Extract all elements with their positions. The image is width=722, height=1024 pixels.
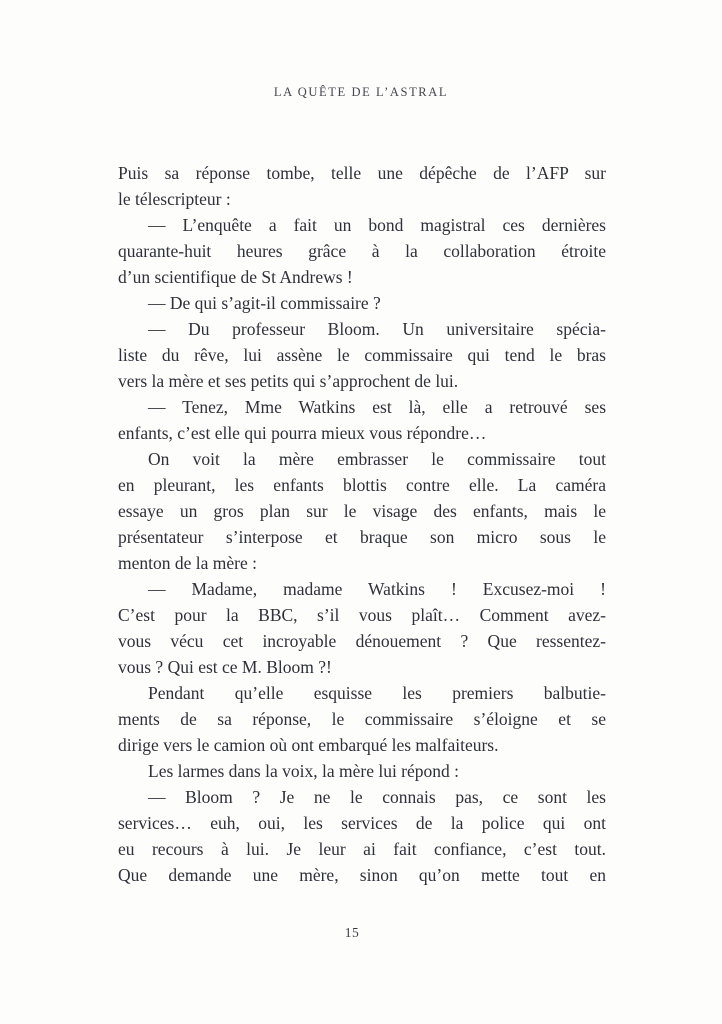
paragraph [118,212,606,290]
paragraph [118,576,606,680]
text-line: C’est pour la BBC, s’il vous plaît… Comment avez- [118,605,606,625]
text-line: le télescripteur : [118,189,231,209]
text-line: en pleurant, les enfants blottis contre elle. La caméra [118,475,606,495]
text-line: — Du professeur Bloom. Un universitaire spécia- [148,319,606,339]
text-line: — De qui s’agit-il commissaire ? [148,293,381,313]
paragraph [118,758,606,784]
text-line: eu recours à lui. Je leur ai fait confiance, c’est tout. [118,839,606,859]
text-line: vers la mère et ses petits qui s’approchent de lui. [118,371,459,391]
page-body [118,160,606,888]
text-line: — Tenez, Mme Watkins est là, elle a retrouvé ses [148,397,606,417]
running-header: LA QUÊTE DE L’ASTRAL [273,85,449,99]
paragraph [118,394,606,446]
paragraph [118,160,606,212]
text-line: Pendant qu’elle esquisse les premiers balbutie- [148,683,606,703]
text-line: liste du rêve, lui assène le commissaire qui tend le bras [118,345,606,365]
paragraph [118,290,606,316]
page-number: 15 [344,925,360,940]
text-line: enfants, c’est elle qui pourra mieux vous répondre… [118,423,487,443]
text-line: dirige vers le camion où ont embarqué les malfaiteurs. [118,735,499,755]
paragraph [118,446,606,576]
text-line: vous ? Qui est ce M. Bloom ?! [118,657,332,677]
text-line: essaye un gros plan sur le visage des enfants, mais le [118,501,606,521]
text-line: vous vécu cet incroyable dénouement ? Que ressentez- [118,631,606,651]
text-line: — Madame, madame Watkins ! Excusez-moi ! [148,579,606,599]
text-line: — Bloom ? Je ne le connais pas, ce sont les [148,787,606,807]
paragraph [118,680,606,758]
paragraph [118,316,606,394]
text-line: Que demande une mère, sinon qu’on mette tout en [118,865,606,885]
text-line: quarante-huit heures grâce à la collaboration étroite [118,241,606,261]
text-line: ments de sa réponse, le commissaire s’éloigne et se [118,709,606,729]
text-line: menton de la mère : [118,553,257,573]
text-line: d’un scientifique de St Andrews ! [118,267,353,287]
paragraph [118,784,606,888]
text-line: Les larmes dans la voix, la mère lui répond : [148,761,460,781]
text-line: — L’enquête a fait un bond magistral ces dernières [148,215,606,235]
text-line: On voit la mère embrasser le commissaire tout [148,449,606,469]
text-line: Puis sa réponse tombe, telle une dépêche de l’AFP sur [118,163,606,183]
text-line: présentateur s’interpose et braque son micro sous le [118,527,606,547]
text-line: services… euh, oui, les services de la police qui ont [118,813,606,833]
